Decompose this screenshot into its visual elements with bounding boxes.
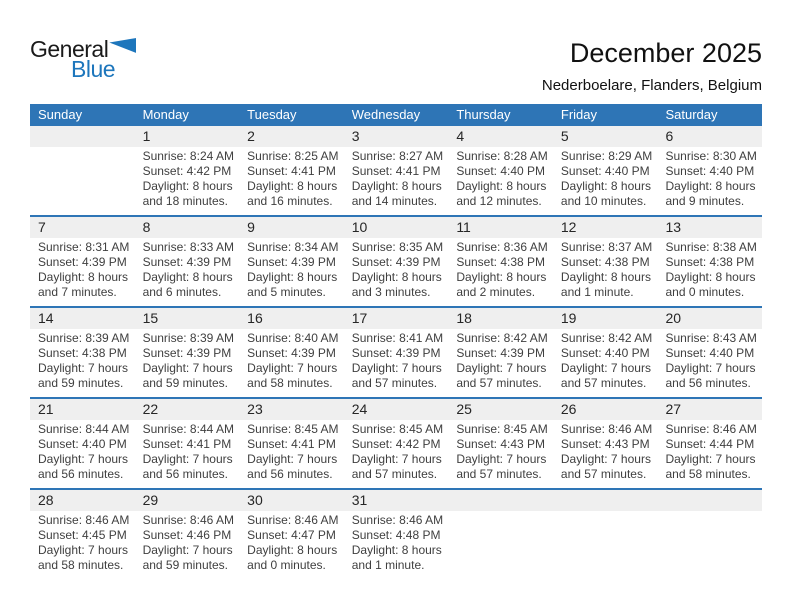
day-number: 12: [560, 219, 577, 235]
daylight-text-line2: and 57 minutes.: [560, 467, 647, 481]
day-details: [239, 511, 344, 579]
calendar-day-cell: [30, 399, 135, 488]
day-details: [657, 420, 762, 488]
day-number: 14: [38, 310, 54, 326]
day-number: 26: [560, 401, 577, 417]
daylight-text-line2: and 16 minutes.: [247, 194, 333, 208]
daylight-text-line1: Daylight: 8 hours: [38, 270, 129, 284]
day-number: 19: [560, 310, 577, 326]
day-number-band: [30, 126, 135, 147]
day-details: [135, 238, 240, 306]
day-number: 11: [456, 219, 471, 235]
daylight-text-line1: Daylight: 8 hours: [351, 179, 442, 193]
weekday-header-tuesday: Tuesday: [247, 107, 297, 122]
daylight-text-line2: and 56 minutes.: [665, 376, 751, 390]
daylight-text-line1: Daylight: 8 hours: [247, 543, 338, 557]
day-details: [30, 511, 135, 579]
sunset-text: Sunset: 4:41 PM: [351, 164, 441, 178]
calendar-day-cell: [657, 126, 762, 215]
sunset-text: Sunset: 4:45 PM: [38, 528, 127, 542]
daylight-text-line2: and 1 minute.: [351, 558, 425, 572]
sunset-text: Sunset: 4:47 PM: [247, 528, 336, 542]
day-number: 6: [665, 128, 674, 144]
daylight-text-line2: and 56 minutes.: [38, 467, 124, 481]
calendar-day-cell: [553, 399, 658, 488]
daylight-text-line1: Daylight: 8 hours: [560, 270, 651, 284]
weekday-header-wednesday: Wednesday: [351, 107, 421, 122]
calendar-day-cell: [448, 399, 553, 488]
day-number-band: [239, 126, 344, 147]
sunset-text: Sunset: 4:41 PM: [142, 437, 232, 451]
daylight-text-line1: Daylight: 7 hours: [142, 361, 233, 375]
daylight-text-line1: Daylight: 7 hours: [247, 361, 338, 375]
day-number: 16: [247, 310, 263, 326]
day-number: 2: [247, 128, 255, 144]
daylight-text-line2: and 3 minutes.: [351, 285, 431, 299]
day-details: [448, 329, 553, 397]
day-details: [135, 329, 240, 397]
sunrise-text: Sunrise: 8:46 AM: [142, 513, 234, 527]
day-number: 28: [38, 492, 54, 508]
calendar-day-cell: [657, 217, 762, 306]
day-details: [657, 329, 762, 397]
sunset-text: Sunset: 4:48 PM: [351, 528, 441, 542]
sunset-text: Sunset: 4:40 PM: [665, 346, 755, 360]
day-details: [135, 147, 240, 215]
day-number: 23: [247, 401, 263, 417]
daylight-text-line1: Daylight: 7 hours: [665, 361, 756, 375]
sunrise-text: Sunrise: 8:40 AM: [247, 331, 339, 345]
calendar-day-cell: [135, 490, 240, 579]
daylight-text-line1: Daylight: 8 hours: [665, 179, 756, 193]
weekday-header-friday: Friday: [560, 107, 598, 122]
day-details: [553, 420, 658, 488]
day-number-band: [344, 490, 449, 511]
day-number-band: [135, 399, 240, 420]
sunrise-text: Sunrise: 8:46 AM: [247, 513, 339, 527]
day-number-band: [135, 308, 240, 329]
day-details: [344, 420, 449, 488]
daylight-text-line2: and 56 minutes.: [247, 467, 333, 481]
day-number-band: [448, 490, 553, 511]
calendar-day-cell: [448, 126, 553, 215]
calendar-empty-cell: [553, 490, 658, 579]
sunset-text: Sunset: 4:43 PM: [456, 437, 546, 451]
calendar-day-cell: [135, 399, 240, 488]
calendar-day-cell: [239, 308, 344, 397]
calendar-day-cell: [239, 217, 344, 306]
daylight-text-line2: and 5 minutes.: [247, 285, 326, 299]
sunset-text: Sunset: 4:39 PM: [247, 255, 336, 269]
day-number-band: [448, 399, 553, 420]
day-details: [239, 420, 344, 488]
sunset-text: Sunset: 4:38 PM: [38, 346, 127, 360]
sunrise-text: Sunrise: 8:45 AM: [456, 422, 548, 436]
day-details: [30, 238, 135, 306]
weekday-header-thursday: Thursday: [456, 107, 511, 122]
daylight-text-line1: Daylight: 8 hours: [351, 270, 442, 284]
day-number: 7: [38, 219, 46, 235]
calendar-table: [30, 104, 762, 579]
sunrise-text: Sunrise: 8:27 AM: [351, 149, 444, 163]
daylight-text-line2: and 59 minutes.: [38, 376, 124, 390]
sunset-text: Sunset: 4:44 PM: [665, 437, 755, 451]
daylight-text-line2: and 6 minutes.: [142, 285, 222, 299]
day-number: 13: [665, 219, 682, 235]
day-number-band: [344, 308, 449, 329]
daylight-text-line2: and 56 minutes.: [142, 467, 228, 481]
sunset-text: Sunset: 4:38 PM: [456, 255, 546, 269]
daylight-text-line2: and 1 minute.: [560, 285, 634, 299]
location-subtitle: Nederboelare, Flanders, Belgium: [541, 77, 762, 94]
day-details: [448, 147, 553, 215]
day-number: 5: [560, 128, 569, 144]
daylight-text-line2: and 57 minutes.: [456, 467, 542, 481]
daylight-text-line1: Daylight: 7 hours: [38, 543, 129, 557]
day-number-band: [657, 126, 762, 147]
sunset-text: Sunset: 4:41 PM: [247, 437, 336, 451]
sunrise-text: Sunrise: 8:41 AM: [351, 331, 444, 345]
day-number-band: [448, 126, 553, 147]
day-number-band: [657, 399, 762, 420]
day-details: [553, 238, 658, 306]
daylight-text-line2: and 2 minutes.: [456, 285, 536, 299]
weeks-grid: [30, 126, 762, 579]
daylight-text-line2: and 57 minutes.: [560, 376, 647, 390]
sunrise-text: Sunrise: 8:46 AM: [38, 513, 130, 527]
week-row: [30, 397, 762, 488]
calendar-day-cell: [448, 217, 553, 306]
sunset-text: Sunset: 4:40 PM: [560, 346, 650, 360]
calendar-day-cell: [30, 490, 135, 579]
day-number-band: [553, 126, 658, 147]
day-number-band: [30, 490, 135, 511]
daylight-text-line2: and 57 minutes.: [351, 376, 438, 390]
calendar-day-cell: [239, 490, 344, 579]
day-number-band: [553, 490, 658, 511]
day-details: [448, 238, 553, 306]
day-number: 30: [247, 492, 263, 508]
daylight-text-line1: Daylight: 7 hours: [142, 452, 233, 466]
sunrise-text: Sunrise: 8:42 AM: [560, 331, 653, 345]
day-number-band: [657, 308, 762, 329]
sunrise-text: Sunrise: 8:43 AM: [665, 331, 757, 345]
daylight-text-line1: Daylight: 7 hours: [456, 361, 547, 375]
day-number: 31: [351, 492, 368, 508]
calendar-day-cell: [344, 490, 449, 579]
week-row: [30, 215, 762, 306]
sunrise-text: Sunrise: 8:34 AM: [247, 240, 339, 254]
sunrise-text: Sunrise: 8:36 AM: [456, 240, 548, 254]
day-details: [135, 420, 240, 488]
logo-text-blue: Blue: [71, 56, 116, 82]
sunrise-text: Sunrise: 8:37 AM: [560, 240, 653, 254]
title-block: [542, 38, 762, 94]
daylight-text-line1: Daylight: 7 hours: [665, 452, 756, 466]
calendar-day-cell: [657, 399, 762, 488]
calendar-day-cell: [135, 217, 240, 306]
day-details: [135, 511, 240, 579]
daylight-text-line2: and 7 minutes.: [38, 285, 117, 299]
daylight-text-line2: and 57 minutes.: [456, 376, 542, 390]
sunrise-text: Sunrise: 8:46 AM: [665, 422, 757, 436]
daylight-text-line2: and 58 minutes.: [665, 467, 751, 481]
day-details: [344, 329, 449, 397]
sunrise-text: Sunrise: 8:45 AM: [351, 422, 444, 436]
sunset-text: Sunset: 4:39 PM: [38, 255, 127, 269]
calendar-day-cell: [30, 217, 135, 306]
day-number-band: [239, 399, 344, 420]
day-number-band: [344, 399, 449, 420]
day-number: 15: [142, 310, 159, 326]
sunset-text: Sunset: 4:38 PM: [665, 255, 755, 269]
daylight-text-line1: Daylight: 8 hours: [665, 270, 756, 284]
daylight-text-line2: and 14 minutes.: [351, 194, 438, 208]
sunrise-text: Sunrise: 8:33 AM: [142, 240, 234, 254]
calendar-day-cell: [344, 217, 449, 306]
day-number-band: [30, 308, 135, 329]
sunrise-text: Sunrise: 8:28 AM: [456, 149, 548, 163]
daylight-text-line1: Daylight: 8 hours: [560, 179, 651, 193]
day-details: [344, 147, 449, 215]
sunset-text: Sunset: 4:39 PM: [247, 346, 336, 360]
weekday-header-saturday: Saturday: [665, 107, 718, 122]
day-details: [344, 511, 449, 579]
day-number: 24: [351, 401, 368, 417]
day-details: [239, 238, 344, 306]
daylight-text-line2: and 58 minutes.: [38, 558, 124, 572]
sunrise-text: Sunrise: 8:44 AM: [142, 422, 234, 436]
daylight-text-line1: Daylight: 7 hours: [142, 543, 233, 557]
calendar-day-cell: [239, 126, 344, 215]
general-blue-logo: [30, 36, 160, 83]
daylight-text-line2: and 57 minutes.: [351, 467, 438, 481]
sunrise-text: Sunrise: 8:38 AM: [665, 240, 757, 254]
daylight-text-line2: and 18 minutes.: [142, 194, 228, 208]
daylight-text-line1: Daylight: 8 hours: [247, 179, 338, 193]
sunrise-text: Sunrise: 8:44 AM: [38, 422, 130, 436]
day-number: 22: [142, 401, 159, 417]
calendar-day-cell: [239, 399, 344, 488]
daylight-text-line1: Daylight: 8 hours: [247, 270, 338, 284]
calendar-day-cell: [135, 126, 240, 215]
sunrise-text: Sunrise: 8:46 AM: [560, 422, 653, 436]
daylight-text-line2: and 59 minutes.: [142, 558, 228, 572]
weekday-header-monday: Monday: [142, 107, 189, 122]
day-number-band: [239, 217, 344, 238]
daylight-text-line1: Daylight: 7 hours: [38, 452, 129, 466]
daylight-text-line2: and 59 minutes.: [142, 376, 228, 390]
day-number: 17: [351, 310, 368, 326]
sunset-text: Sunset: 4:42 PM: [142, 164, 232, 178]
daylight-text-line1: Daylight: 7 hours: [456, 452, 547, 466]
daylight-text-line2: and 9 minutes.: [665, 194, 745, 208]
sunset-text: Sunset: 4:40 PM: [665, 164, 755, 178]
sunset-text: Sunset: 4:39 PM: [351, 255, 441, 269]
daylight-text-line1: Daylight: 8 hours: [456, 179, 547, 193]
week-row: [30, 488, 762, 579]
sunset-text: Sunset: 4:46 PM: [142, 528, 232, 542]
sunset-text: Sunset: 4:40 PM: [560, 164, 650, 178]
sunrise-text: Sunrise: 8:31 AM: [38, 240, 130, 254]
daylight-text-line1: Daylight: 7 hours: [560, 361, 651, 375]
day-details: [553, 329, 658, 397]
sunrise-text: Sunrise: 8:39 AM: [142, 331, 234, 345]
sunset-text: Sunset: 4:42 PM: [351, 437, 441, 451]
day-number-band: [344, 217, 449, 238]
daylight-text-line1: Daylight: 7 hours: [560, 452, 651, 466]
day-number: 10: [351, 219, 368, 235]
daylight-text-line2: and 12 minutes.: [456, 194, 542, 208]
sunrise-text: Sunrise: 8:30 AM: [665, 149, 757, 163]
day-number: 4: [456, 128, 465, 144]
calendar-day-cell: [448, 308, 553, 397]
weekday-header-row: [30, 104, 762, 126]
month-title: December 2025: [569, 38, 762, 68]
day-number-band: [553, 217, 658, 238]
sunrise-text: Sunrise: 8:42 AM: [456, 331, 548, 345]
day-number: 3: [351, 128, 360, 144]
sunset-text: Sunset: 4:40 PM: [456, 164, 546, 178]
day-number: 20: [665, 310, 682, 326]
sunset-text: Sunset: 4:38 PM: [560, 255, 650, 269]
day-number: 27: [665, 401, 682, 417]
day-number: 29: [142, 492, 159, 508]
sunrise-text: Sunrise: 8:24 AM: [142, 149, 234, 163]
day-number-band: [657, 490, 762, 511]
day-number: 9: [247, 219, 255, 235]
sunset-text: Sunset: 4:39 PM: [142, 255, 232, 269]
calendar-day-cell: [344, 308, 449, 397]
sunrise-text: Sunrise: 8:46 AM: [351, 513, 444, 527]
calendar-day-cell: [657, 308, 762, 397]
sunrise-text: Sunrise: 8:45 AM: [247, 422, 339, 436]
day-number: 25: [456, 401, 472, 417]
sunrise-text: Sunrise: 8:29 AM: [560, 149, 653, 163]
day-number-band: [239, 308, 344, 329]
week-row: [30, 306, 762, 397]
calendar-empty-cell: [657, 490, 762, 579]
day-number-band: [30, 217, 135, 238]
calendar-empty-cell: [30, 126, 135, 215]
weekday-header-sunday: Sunday: [38, 107, 83, 122]
daylight-text-line1: Daylight: 7 hours: [351, 452, 442, 466]
day-number-band: [553, 399, 658, 420]
day-number-band: [135, 490, 240, 511]
day-number-band: [30, 399, 135, 420]
calendar-day-cell: [344, 399, 449, 488]
daylight-text-line1: Daylight: 7 hours: [351, 361, 442, 375]
sunset-text: Sunset: 4:39 PM: [456, 346, 546, 360]
logo-text-general: General: [30, 36, 109, 62]
sunset-text: Sunset: 4:39 PM: [351, 346, 441, 360]
day-number-band: [553, 308, 658, 329]
day-number: 21: [38, 401, 54, 417]
day-number-band: [657, 217, 762, 238]
day-details: [448, 420, 553, 488]
sunset-text: Sunset: 4:39 PM: [142, 346, 232, 360]
daylight-text-line2: and 10 minutes.: [560, 194, 647, 208]
day-details: [344, 238, 449, 306]
daylight-text-line2: and 58 minutes.: [247, 376, 333, 390]
calendar-day-cell: [135, 308, 240, 397]
day-number-band: [448, 217, 553, 238]
day-details: [239, 147, 344, 215]
daylight-text-line1: Daylight: 8 hours: [456, 270, 547, 284]
calendar-day-cell: [553, 308, 658, 397]
calendar-day-cell: [553, 126, 658, 215]
day-number-band: [135, 217, 240, 238]
day-number-band: [448, 308, 553, 329]
day-details: [239, 329, 344, 397]
daylight-text-line1: Daylight: 7 hours: [38, 361, 129, 375]
day-number-band: [135, 126, 240, 147]
daylight-text-line1: Daylight: 8 hours: [142, 179, 233, 193]
day-number-band: [239, 490, 344, 511]
day-number-band: [344, 126, 449, 147]
day-details: [30, 329, 135, 397]
sunset-text: Sunset: 4:40 PM: [38, 437, 127, 451]
sunrise-text: Sunrise: 8:25 AM: [247, 149, 339, 163]
week-row: [30, 126, 762, 215]
day-details: [30, 420, 135, 488]
daylight-text-line1: Daylight: 8 hours: [351, 543, 442, 557]
calendar-day-cell: [553, 217, 658, 306]
calendar-empty-cell: [448, 490, 553, 579]
logo-triangle-icon: [109, 38, 136, 53]
daylight-text-line1: Daylight: 7 hours: [247, 452, 338, 466]
sunset-text: Sunset: 4:43 PM: [560, 437, 650, 451]
day-details: [657, 147, 762, 215]
calendar-day-cell: [30, 308, 135, 397]
day-number: 1: [142, 128, 151, 144]
daylight-text-line1: Daylight: 8 hours: [142, 270, 233, 284]
daylight-text-line2: and 0 minutes.: [665, 285, 745, 299]
day-number: 8: [142, 219, 151, 235]
sunrise-text: Sunrise: 8:39 AM: [38, 331, 130, 345]
day-details: [553, 147, 658, 215]
daylight-text-line2: and 0 minutes.: [247, 558, 326, 572]
sunset-text: Sunset: 4:41 PM: [247, 164, 336, 178]
day-details: [657, 238, 762, 306]
day-number: 18: [456, 310, 472, 326]
sunrise-text: Sunrise: 8:35 AM: [351, 240, 444, 254]
calendar-day-cell: [344, 126, 449, 215]
